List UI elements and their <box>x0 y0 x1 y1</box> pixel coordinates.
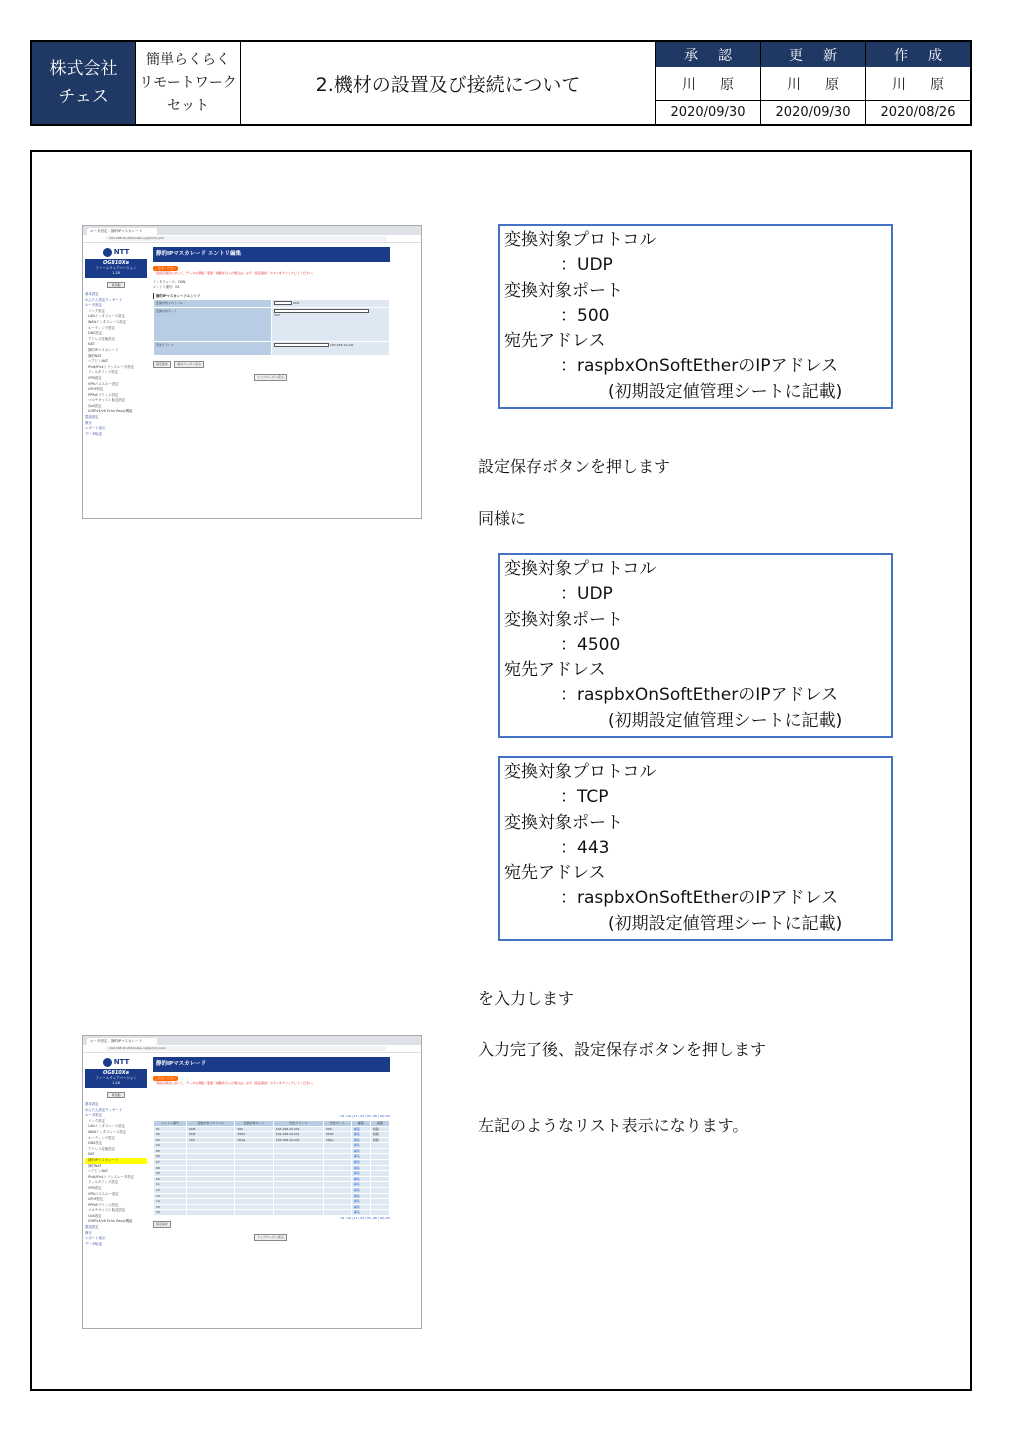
masquerade-list <box>153 1120 390 1216</box>
menu-item: VPN設定 <box>88 1185 102 1190</box>
settings-box-3 <box>498 756 893 941</box>
router-page-title: 静的IPマスカレード エントリ編集 <box>153 247 390 262</box>
menu-item: マルチキャスト転送設定 <box>88 398 126 403</box>
browser-toolbar <box>83 235 421 243</box>
date-create: 2020/08/26 <box>865 101 970 124</box>
menu-item: かんたん設定ウィザード <box>85 1107 123 1112</box>
table-cell: 削除 <box>370 1132 389 1138</box>
router-page-title: 静的IPマスカレード <box>153 1057 390 1072</box>
port-label: 変換対象ポート <box>504 609 623 630</box>
ntt-logo <box>85 245 147 259</box>
firmware-version: 1.28 <box>112 271 120 275</box>
table-cell: 500 <box>235 1126 273 1132</box>
entry-number: エントリ番号：04 <box>153 285 180 289</box>
port-label: 変換対象ポート <box>504 812 623 833</box>
port-input <box>274 309 369 313</box>
ntt-logo-text: NTT <box>113 1057 130 1066</box>
company-cell <box>32 42 136 124</box>
table-cell: 4500 <box>323 1132 351 1138</box>
table-cell: 編集 <box>351 1132 370 1138</box>
table-cell <box>273 1210 323 1216</box>
menu-item: データ転送 <box>85 1241 102 1246</box>
dest-value: ：raspbxOnSoftEtherのIPアドレス <box>560 356 838 377</box>
router-menu <box>85 1102 147 1247</box>
table-cell: 編集 <box>351 1160 370 1166</box>
protocol-value: UDP <box>292 301 300 305</box>
menu-item: フィルタリング設定 <box>88 370 119 375</box>
table-cell: 削除 <box>370 1126 389 1132</box>
menu-item: IPv6/IPv4トランスレータ設定 <box>88 1174 134 1179</box>
col-port: 変換対象ポート <box>235 1121 273 1127</box>
router-app <box>83 1053 421 1249</box>
menu-item: ICMPv4/v6 Echo Reply機能 <box>88 1219 133 1224</box>
menu-item: DNS設定 <box>88 331 103 336</box>
router-sidebar <box>83 1053 149 1249</box>
col-delete: 削除 <box>370 1121 389 1127</box>
menu-item: PPPoEブリッジ設定 <box>88 1202 119 1207</box>
menu-item: 静的IPマスカレード <box>88 347 119 352</box>
browser-toolbar <box>83 1045 421 1053</box>
table-cell: 削除 <box>370 1137 389 1143</box>
table-cell: 02 <box>154 1132 187 1138</box>
menu-item: DNS設定 <box>88 1141 103 1146</box>
menu-item: QoS設定 <box>88 1213 102 1218</box>
protocol-label: 変換対象プロトコル <box>504 559 657 579</box>
menu-item: データ転送 <box>85 431 102 436</box>
form-label: 変換対象プロトコル <box>154 300 272 308</box>
menu-item: レポート表示 <box>85 1236 106 1241</box>
menu-item: かんたん設定ウィザード <box>85 297 123 302</box>
menu-item: リンク設定 <box>88 308 105 313</box>
table-cell: 14 <box>154 1199 187 1205</box>
product-cell <box>136 42 241 124</box>
menu-item: ルータ設定 <box>85 1113 102 1118</box>
table-cell: TCP <box>187 1137 235 1143</box>
table-cell: 09 <box>154 1171 187 1177</box>
address-input <box>274 343 329 347</box>
instruction-list: 左記のようなリスト表示になります。 <box>478 1116 749 1135</box>
port-value: ：443 <box>560 837 610 858</box>
table-cell <box>323 1210 351 1216</box>
router-content <box>149 1053 421 1249</box>
browser-tab: ルータ設定 - 静的IPマスカレード <box>87 1038 157 1045</box>
date-update: 2020/09/30 <box>760 101 865 124</box>
menu-item: アドレス変換設定 <box>88 1146 116 1151</box>
product-line-2: リモートワーク <box>139 74 237 91</box>
menu-item: VPNパススルー設定 <box>88 381 119 386</box>
product-line-3: セット <box>167 97 209 114</box>
form-value-cell <box>272 307 390 341</box>
save-button: 設定保存 <box>153 1221 171 1228</box>
table-cell: 192.168.10.241 <box>273 1137 323 1143</box>
table-cell: 06 <box>154 1154 187 1160</box>
table-cell: 05 <box>154 1148 187 1154</box>
col-address: 宛先アドレス <box>273 1121 323 1127</box>
menu-item: UPnP設定 <box>88 1197 104 1202</box>
table-cell <box>370 1210 389 1216</box>
table-cell: 08 <box>154 1165 187 1171</box>
form-buttons <box>153 361 417 368</box>
menu-item: 基本設定 <box>85 292 99 296</box>
protocol-label: 変換対象プロトコル <box>504 762 657 782</box>
dest-value: ：raspbxOnSoftEtherのIPアドレス <box>560 685 838 706</box>
menu-item: アドレス変換設定 <box>88 336 116 341</box>
role-approve: 承認 <box>656 42 760 67</box>
router-sidebar <box>83 243 149 439</box>
table-cell: 編集 <box>351 1154 370 1160</box>
table-cell: 500 <box>323 1126 351 1132</box>
form-value-cell <box>272 300 390 308</box>
router-app <box>83 243 421 439</box>
table-cell: 15 <box>154 1204 187 1210</box>
caution-text: ・各設定項目において、データの登録／変更／削除を行った場合は、必ず［設定保存］ボタンをクリックしてください。 <box>153 1081 315 1085</box>
menu-item: 保守 <box>85 420 92 425</box>
menu-item: リンク設定 <box>88 1118 105 1123</box>
name-create: 川原 <box>865 67 970 101</box>
dest-note: (初期設定値管理シートに記載) <box>608 381 843 402</box>
port-value: 500 <box>274 313 280 317</box>
table-cell: 編集 <box>351 1137 370 1143</box>
browser-tabbar <box>83 1036 421 1045</box>
menu-item: フィルタリング設定 <box>88 1180 119 1185</box>
model-box <box>85 1069 147 1088</box>
approval-grid <box>656 42 970 124</box>
col-entry: エントリ番号 <box>154 1121 187 1127</box>
dest-note: (初期設定値管理シートに記載) <box>608 913 843 934</box>
top-button-wrap <box>153 1234 390 1241</box>
dest-note: (初期設定値管理シートに記載) <box>608 710 843 731</box>
menu-item: ルータ設定 <box>85 303 102 308</box>
menu-item: LANインタフェース設定 <box>88 314 125 319</box>
top-button-wrap <box>153 374 390 381</box>
top-page-button: トップページへ戻る <box>254 1234 287 1241</box>
ntt-logo-text: NTT <box>113 247 130 256</box>
menu-item: マルチキャスト転送設定 <box>88 1208 126 1213</box>
table-cell: 編集 <box>351 1210 370 1216</box>
settings-box-1 <box>498 224 893 409</box>
menu-item: 電話設定 <box>85 415 99 420</box>
document-header <box>30 40 972 126</box>
interface-label: インタフェース：ODN <box>153 280 186 284</box>
save-button: 設定保存 <box>153 361 171 368</box>
col-protocol: 変換対象プロトコル <box>187 1121 235 1127</box>
table-row <box>154 1210 390 1216</box>
name-approve: 川原 <box>656 67 760 101</box>
section-heading: 静的IPマスカレードエントリ <box>153 293 417 299</box>
menu-item: NAT <box>88 1152 95 1157</box>
table-cell: 編集 <box>351 1126 370 1132</box>
company-line-1: 株式会社 <box>49 59 118 79</box>
role-create: 作成 <box>865 42 970 67</box>
menu-item: WANインタフェース設定 <box>88 1129 127 1134</box>
table-cell: 01 <box>154 1126 187 1132</box>
dest-label: 宛先アドレス <box>504 331 606 352</box>
table-cell: 編集 <box>351 1193 370 1199</box>
protocol-label: 変換対象プロトコル <box>504 230 657 250</box>
table-cell: UDP <box>187 1132 235 1138</box>
table-cell: 編集 <box>351 1165 370 1171</box>
table-cell: 編集 <box>351 1199 370 1205</box>
table-cell: https <box>235 1137 273 1143</box>
dest-label: 宛先アドレス <box>504 660 606 681</box>
table-cell: 11 <box>154 1182 187 1188</box>
form-label: 変換対象ポート <box>154 307 272 341</box>
form-row <box>154 341 390 355</box>
form-value-cell <box>272 341 390 355</box>
menu-item: 基本設定 <box>85 1102 99 1106</box>
restart-button: 再起動 <box>107 1092 125 1098</box>
address-bar: 192.168.10.200/index.cgi/lpmsf_add <box>105 236 387 241</box>
ntt-logo <box>85 1055 147 1069</box>
model-box <box>85 259 147 278</box>
list-pager-bottom: 01~16 | 17~32 | 33~48 | 49~50 <box>340 1216 390 1220</box>
list-body <box>154 1126 390 1216</box>
restart-button: 再起動 <box>107 282 125 288</box>
menu-item: QoS設定 <box>88 403 102 408</box>
table-cell: 04 <box>154 1143 187 1149</box>
table-cell <box>235 1210 273 1216</box>
menu-item: NAT <box>88 342 95 347</box>
company-line-2: チェス <box>58 87 109 107</box>
table-cell: 16 <box>154 1210 187 1216</box>
product-line-1: 簡単らくらく <box>146 51 230 68</box>
firmware-label: ファームウェアバージョン <box>95 266 137 270</box>
dest-value: ：raspbxOnSoftEtherのIPアドレス <box>560 888 838 909</box>
menu-item: ヘアピンNAT <box>88 359 109 364</box>
instruction-save: 設定保存ボタンを押します <box>478 457 671 476</box>
router-menu <box>85 292 147 437</box>
menu-item: VPNパススルー設定 <box>88 1191 119 1196</box>
table-cell: 編集 <box>351 1143 370 1149</box>
browser-tabbar <box>83 226 421 235</box>
menu-item: ICMPv4/v6 Echo Reply機能 <box>88 409 133 414</box>
menu-item: ヘアピンNAT <box>88 1169 109 1174</box>
menu-item: IPv6/IPv4トランスレータ設定 <box>88 364 134 369</box>
role-update: 更新 <box>760 42 865 67</box>
instruction-done: 入力完了後、設定保存ボタンを押します <box>478 1040 767 1059</box>
caution-badge: ご注意ください <box>155 266 177 270</box>
ntt-logo-icon <box>103 1058 112 1067</box>
screenshot-entry-list <box>82 1035 422 1329</box>
menu-item: WANインタフェース設定 <box>88 319 127 324</box>
form-row <box>154 300 390 308</box>
list-buttons <box>153 1221 417 1228</box>
instruction-same: 同様に <box>478 509 527 528</box>
form-label: 宛先アドレス <box>154 341 272 355</box>
table-cell: 編集 <box>351 1182 370 1188</box>
table-cell: UDP <box>187 1126 235 1132</box>
table-cell: 編集 <box>351 1176 370 1182</box>
menu-item: LANインタフェース設定 <box>88 1124 125 1129</box>
table-cell: 07 <box>154 1160 187 1166</box>
date-approve: 2020/09/30 <box>670 105 746 120</box>
table-cell: 192.168.10.241 <box>273 1126 323 1132</box>
table-cell: 編集 <box>351 1188 370 1194</box>
ntt-logo-icon <box>103 248 112 257</box>
browser-tab: ルータ設定 - 静的IPマスカレード <box>87 228 157 235</box>
col-dest-port: 宛先ポート <box>323 1121 351 1127</box>
model-name: OG810Xa <box>102 1070 130 1076</box>
menu-item: 静的NAT <box>88 1163 102 1168</box>
form-row <box>154 307 390 341</box>
table-cell: 編集 <box>351 1148 370 1154</box>
address-bar: 192.168.10.200/index.cgi/lpmsf_main <box>105 1046 387 1051</box>
table-cell: 編集 <box>351 1171 370 1177</box>
instruction-input: を入力します <box>478 989 575 1008</box>
menu-item: ルーティング設定 <box>88 325 115 330</box>
table-cell: 12 <box>154 1188 187 1194</box>
table-cell: 03 <box>154 1137 187 1143</box>
firmware-version: 1.28 <box>112 1081 120 1085</box>
table-cell: https <box>323 1137 351 1143</box>
menu-item: VPN設定 <box>88 375 102 380</box>
entry-form-table <box>153 299 390 356</box>
menu-item: UPnP設定 <box>88 387 104 392</box>
name-update: 川原 <box>760 67 865 101</box>
list-pager-top: 01~16 | 17~32 | 33~48 | 49~50 <box>340 1114 390 1118</box>
menu-item: 保守 <box>85 1230 92 1235</box>
caution-text: ・各設定項目において、データの登録／変更／削除を行った場合は、必ず［設定保存］ボタンをクリックしてください。 <box>153 271 315 275</box>
protocol-value: ：UDP <box>560 255 613 276</box>
protocol-value: ：TCP <box>560 787 609 808</box>
menu-item-active: 静的IPマスカレード <box>85 1158 147 1164</box>
router-content <box>149 243 421 439</box>
settings-box-2 <box>498 553 893 738</box>
table-cell <box>187 1210 235 1216</box>
protocol-select <box>274 301 292 305</box>
dest-label: 宛先アドレス <box>504 863 606 884</box>
menu-item: 静的NAT <box>88 353 102 358</box>
back-button: 前のページへ戻る <box>174 361 204 368</box>
port-value: ：500 <box>560 305 610 326</box>
table-cell: 192.168.10.241 <box>273 1132 323 1138</box>
caution-badge: ご注意ください <box>155 1076 177 1080</box>
menu-item: ルーティング設定 <box>88 1135 115 1140</box>
port-value: ：4500 <box>560 634 621 655</box>
top-page-button: トップページへ戻る <box>254 374 287 381</box>
table-cell: 編集 <box>351 1204 370 1210</box>
table-cell: 13 <box>154 1193 187 1199</box>
screenshot-entry-edit <box>82 225 422 519</box>
protocol-value: ：UDP <box>560 584 613 605</box>
menu-item: 電話設定 <box>85 1225 99 1230</box>
firmware-label: ファームウェアバージョン <box>95 1076 137 1080</box>
document-title: 2.機材の設置及び接続について <box>241 42 656 124</box>
model-name: OG810Xa <box>102 260 130 266</box>
menu-item: PPPoEブリッジ設定 <box>88 392 119 397</box>
table-cell: 10 <box>154 1176 187 1182</box>
port-label: 変換対象ポート <box>504 280 623 301</box>
menu-item: レポート表示 <box>85 426 106 431</box>
col-edit: 編集 <box>351 1121 370 1127</box>
address-value: 192.168.10.241 <box>329 342 354 347</box>
table-cell: 4500 <box>235 1132 273 1138</box>
